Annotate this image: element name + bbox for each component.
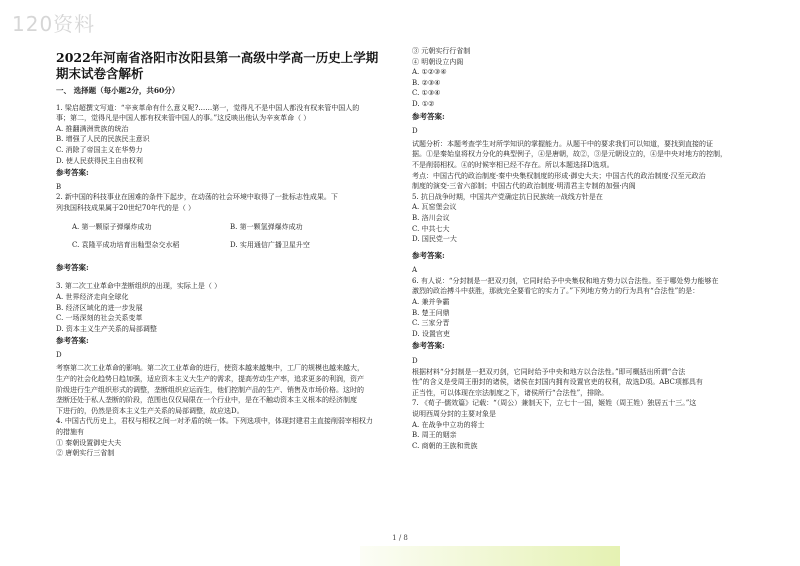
option: D. ①②: [412, 99, 435, 108]
section-heading: 一、 选择题（每小题2分，共60分）: [56, 86, 180, 95]
question-stem: 1. 梁启超撰文写道：“辛亥革命有什么意义呢?……第一，觉得凡不是中国人都没有权来管中国人的: [56, 103, 360, 112]
explanation: 正当性，可以体现在宗法制度之下，诸侯所行“合法性”，排除。: [412, 388, 609, 397]
option: B. 增强了人民的民族民主意识: [56, 135, 150, 144]
answer-heading: 参考答案:: [56, 262, 89, 272]
explanation: 考察第二次工业革命的影响。第二次工业革命的进行，使资本越来越集中，工厂的规模也越来越大，: [56, 364, 364, 373]
question-stem: 7. 《荀子·儒效篇》记载：“（周公）兼制天下，立七十一国，姬姓（周王姓）独居五十三。”这: [412, 399, 697, 408]
question-stem: 说明西周分封的主要对象是: [412, 410, 496, 418]
question-stem: 的措施有: [56, 428, 84, 437]
option: D. 使人民获得民主自由权利: [56, 156, 143, 165]
page-number: 1 / 8: [392, 534, 408, 542]
option: D. 资本主义生产关系的局部调整: [56, 324, 157, 333]
watermark: 120资料: [12, 12, 96, 36]
right-column: [412, 46, 747, 451]
question-stem: 5. 抗日战争时期，中国共产党确定抗日民族统一战线方针是在: [412, 192, 603, 201]
question-6: [412, 276, 747, 399]
question-stem: 2. 新中国的科技事业在困难的条件下起步，在动荡的社会环境中取得了一批标志性成果。下: [56, 193, 338, 202]
page-title: 2022年河南省洛阳市汝阳县第一高级中学高一历史上学期期末试卷含解析: [56, 50, 379, 81]
option: B. 楚王问鼎: [412, 308, 450, 317]
option: D. 国民党一大: [412, 235, 457, 244]
explanation: 生产的社会化趋势日趋加强，适应资本主义大生产的需求，提高劳动生产率，追求更多的利润，资产: [56, 375, 364, 384]
explanation: 下进行的，仍然是资本主义生产关系的局部调整，故应选D。: [56, 406, 244, 415]
option: C. 中共七大: [412, 224, 450, 233]
question-stem: 6. 有人说：“分封制是一把双刃剑，它同时给予中央集权和地方势力以合法性。至于哪处势力能够在: [412, 276, 719, 285]
option-row: [56, 240, 396, 251]
explanation: 阶级进行生产组织形式的调整，垄断组织应运而生，他们控制产品的生产、销售及市场价格。这时的: [56, 385, 364, 394]
option: A. 瓦窑堡会议: [412, 203, 457, 212]
option: A. 在战争中立功的将士: [412, 420, 485, 429]
list-item: ③ 元朝实行行省制: [412, 47, 471, 55]
option: B. 第一颗氢弹爆炸成功: [230, 222, 303, 231]
explanation: 试题分析：本题考查学生对所学知识的掌握能力。从题干中的要求我们可以知道，要找到直接的证: [412, 139, 713, 148]
question-stem: 激烈的政治搏斗中获胜，那就完全要看它的实力了。”下列地方势力的行为具有“合法性”的是：: [412, 287, 700, 296]
option: D. 实用通信广播卫星升空: [230, 241, 310, 250]
option: C. 一场深刻的社会关系变革: [56, 314, 143, 323]
answer-heading: 参考答案:: [412, 250, 445, 260]
list-item: ② 唐朝实行三省制: [56, 449, 115, 458]
question-5: [412, 192, 747, 276]
answer-heading: 参考答案:: [412, 111, 445, 121]
option: B. 洛川会议: [412, 213, 450, 222]
option: A. 第一颗原子弹爆炸成功: [72, 222, 152, 231]
explanation: 垄断还处于私人垄断的阶段，范围也仅仅局限在一个行业中，是在不触动资本主义根本的经济制度: [56, 396, 357, 405]
option: B. ②③④: [412, 78, 441, 87]
answer: D: [412, 127, 418, 136]
question-2: [56, 192, 396, 273]
explanation: 不是削弱相权。④的时候宰相已经不存在。所以本题选择D选项。: [412, 160, 614, 169]
question-1: [56, 103, 396, 193]
option: B. 经济区域化的进一步发展: [56, 303, 143, 312]
explanation: 制度的演变·三省六部制；中国古代的政治制度·明清君主专制的加强·内阁: [412, 182, 636, 191]
left-column: [56, 86, 396, 459]
question-4: [56, 416, 396, 458]
option: A. 世界经济走向全球化: [56, 292, 129, 301]
option: C. ①③④: [412, 89, 441, 98]
option: A. 兼并争霸: [412, 298, 450, 307]
explanation: 根据材料“分封制是一把双刃剑，它同时给予中央和地方以合法性。”即可概括出所谓“合法: [412, 367, 686, 376]
list-item: ④ 明朝设立内阁: [412, 57, 464, 66]
answer: B: [56, 182, 62, 191]
option: D. 设置官吏: [412, 329, 450, 338]
option: C. 三家分晋: [412, 319, 450, 328]
question-7: [412, 398, 747, 451]
answer: D: [56, 350, 62, 359]
explanation: 考点：中国古代的政治制度·秦中央集权制度的形成·御史大夫；中国古代的政治制度·汉至元政治: [412, 171, 706, 180]
question-stem: 事；第二，觉得凡是中国人都有权来管中国人的事。”这反映出他认为辛亥革命（ ）: [56, 114, 311, 123]
option: C. 商朝的王族和贵族: [412, 441, 478, 450]
option-row: [56, 222, 396, 233]
option: A. ①②③④: [412, 68, 447, 77]
answer-heading: 参考答案:: [412, 341, 445, 351]
answer: D: [412, 357, 418, 366]
question-3: [56, 281, 396, 416]
decorative-band: [360, 546, 620, 566]
answer-heading: 参考答案:: [56, 336, 89, 346]
option: C. 袁隆平成功培育出籼型杂交水稻: [72, 241, 180, 250]
explanation: 性”的含义是受周王册封的诸侯，诸侯在封国内拥有设置官吏的权利，故选D项。ABC项都具有: [412, 378, 703, 387]
answer: A: [412, 266, 418, 275]
question-stem: 4. 中国古代历史上，君权与相权之间一对矛盾的统一体。下列选项中，体现封建君主直接削弱宰相权力: [56, 417, 373, 426]
explanation: 据。①是秦始皇将权力分化的典型例子，④是唐朝，故②，③是元朝设立的，④是中央对地方的控制，: [412, 150, 727, 159]
list-item: ① 秦朝设置御史大夫: [56, 438, 122, 447]
option: C. 消除了帝国主义在华势力: [56, 145, 143, 154]
option: B. 周王的姻亲: [412, 431, 457, 440]
question-stem: 列我国科技成果属于20世纪70年代的是（ ）: [56, 203, 196, 212]
answer-heading: 参考答案:: [56, 168, 89, 178]
option: A. 推翻满洲贵族的统治: [56, 124, 129, 133]
question-stem: 3. 第二次工业革命中垄断组织的出现，实际上是（ ）: [56, 282, 222, 291]
